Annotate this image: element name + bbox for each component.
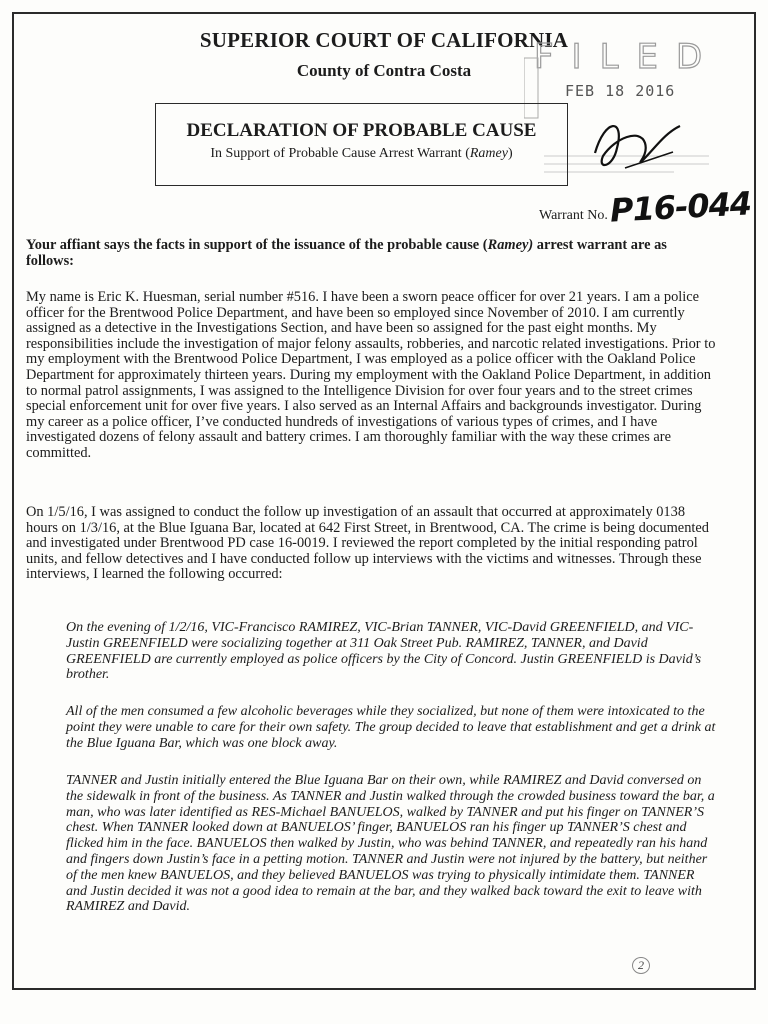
paragraph-investigation: On 1/5/16, I was assigned to conduct the follow up investigation of an assault that occurred at approximately 0138 hours on 1/3/16, at the Blue Iguana Bar, located at 642 First Street, in Brentwood, CA. The crime is being documented and investigated under Brentwood PD case 16-0019. I reviewed the report completed by the initial responding patrol units, and fellow detectives and I have conducted follow up interviews with the victims and witnesses. Through these interviews, I learned the following occurred: [26, 504, 709, 583]
subtitle-em: Ramey [469, 146, 508, 161]
warrant-label: Warrant No. [539, 208, 608, 223]
court-title: SUPERIOR COURT OF CALIFORNIA [199, 28, 569, 52]
declaration-title: DECLARATION OF PROBABLE CAUSE [186, 120, 537, 141]
intro-post: arrest warrant are as follows: [26, 237, 667, 269]
county-name: County of Contra Costa [296, 61, 472, 80]
declaration-subtitle [156, 146, 567, 162]
filed-stamp-text: FILED [534, 37, 721, 77]
statement-battery: TANNER and Justin initially entered the Blue Iguana Bar on their own, while RAMIREZ and David conversed on the sidewalk in front of the business. As TANNER and Justin walked through the crowded business toward the bar, a man, who was later identified as RES-Michael BANUELOS, walked by TANNER and put his finger on TANNER’S chest. When TANNER looked down at BANUELOS’ finger, BANUELOS ran his finger up TANNER’S chest and flicked him in the face. BANUELOS then walked by Justin, who was behind TANNER, and repeatedly ran his hand and fingers down Justin’s face in a petting motion. TANNER and Justin were not injured by the battery, but neither of the men knew BANUELOS, and they believed BANUELOS was trying to physically intimidate them. TANNER and Justin decided it was not a good idea to remain at the bar, and they walked back toward the exit to leave with RAMIREZ and David. [66, 773, 715, 915]
page-number: 2 [632, 957, 650, 974]
intro-em: Ramey) [487, 237, 534, 253]
affiant-intro [26, 238, 718, 269]
paragraph-background: My name is Eric K. Huesman, serial number #516. I have been a sworn peace officer for over 21 years. I am a police officer for the Brentwood Police Department, and have been so employed since November of 2010. I am currently assigned as a detective in the Investigations Section, and have been so assigned for the past eight months. My responsibilities include the investigation of major felony assaults, robberies, and narcotic related investigations. Prior to my employment with the Brentwood Police Department, I was employed as a police officer with the Oakland Police Department for approximately thirteen years. During my employment with the Oakland Police Department, in addition to normal patrol assignments, I was assigned to the Intelligence Division for over four years and to the street crimes special enforcement unit for over five years. I also served as an Internal Affairs and backgrounds investigator. During my career as a police officer, I’ve conducted hundreds of investigations of various types of crimes, and I have investigated dozens of felony assault and battery crimes. I am thoroughly familiar with the way these crimes are committed. [26, 289, 716, 461]
declaration-box [155, 103, 568, 186]
stamp-date: FEB 18 2016 [565, 82, 676, 100]
statement-beverages: All of the men consumed a few alcoholic beverages while they socialized, but none of them were intoxicated to the point they were unable to care for their own safety. The group decided to leave that establishment and get a drink at the Blue Iguana Bar, which was one block away. [66, 704, 716, 751]
intro-pre: Your affiant says the facts in support of the issuance of the probable cause ( [26, 237, 488, 253]
subtitle-pre: In Support of Probable Cause Arrest Warrant ( [210, 146, 470, 161]
handwritten-signature [585, 108, 685, 178]
warrant-number: P16-044 [609, 184, 752, 230]
subtitle-post: ) [507, 146, 513, 161]
statement-evening: On the evening of 1/2/16, VIC-Francisco RAMIREZ, VIC-Brian TANNER, VIC-David GREENFIELD, and VIC-Justin GREENFIELD were socializing together at 311 Oak Street Pub. RAMIREZ, TANNER, and David GREENFIELD are currently employed as police officers by the City of Concord. Justin GREENFIELD is David’s brother. [66, 620, 702, 683]
